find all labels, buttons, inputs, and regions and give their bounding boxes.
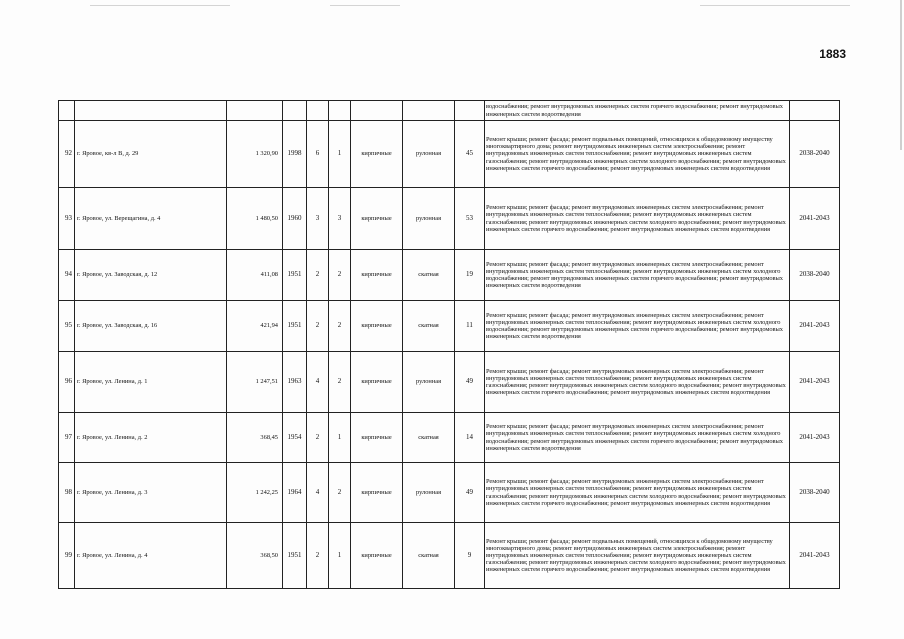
year-cell: 1963 [283,352,307,413]
year-cell: 1960 [283,188,307,250]
row-index: 93 [59,188,75,250]
housing-register-table [58,100,840,589]
entrances-cell: 3 [329,188,351,250]
table-row [59,352,840,413]
address-cell: г. Яровое, ул. Ленина, д. 1 [75,352,227,413]
period-cell: 2041-2043 [790,413,840,463]
period-cell: 2041-2043 [790,301,840,352]
area-cell: 1 320,90 [227,121,283,188]
table-row [59,301,840,352]
residents-cell: 11 [455,301,485,352]
floors-cell: 2 [307,250,329,301]
address-cell: г. Яровое, кв-л В, д. 29 [75,121,227,188]
entrances-cell: 2 [329,250,351,301]
roof-type-cell: рулонная [403,463,455,523]
roof-type-cell: скатная [403,301,455,352]
year-cell: 1951 [283,250,307,301]
period-cell: 2041-2043 [790,523,840,589]
table-row [59,413,840,463]
roof-type-cell: рулонная [403,188,455,250]
cell-empty [351,101,403,121]
floors-cell: 2 [307,523,329,589]
table-row [59,250,840,301]
floors-cell: 2 [307,301,329,352]
scan-noise [330,5,400,6]
table-row [59,523,840,589]
entrances-cell: 1 [329,121,351,188]
works-list-cell: Ремонт крыши; ремонт фасада; ремонт внутридомовых инженерных систем электроснабжения; ремонт внутридомовых инженерных систем теплоснабжения; ремонт внутридомовых инженерных систем холодного водоснабжения; ремонт внутридомовых инженерных систем горячего водоснабжения; ремонт внутридомовых инженерных систем водоотведения [485,413,790,463]
row-index: 95 [59,301,75,352]
works-list-cell: Ремонт крыши; ремонт фасада; ремонт внутридомовых инженерных систем электроснабжения; ремонт внутридомовых инженерных систем теплоснабжения; ремонт внутридомовых инженерных систем газоснабжения; ремонт внутридомовых инженерных систем холодного водоснабжения; ремонт внутридомовых инженерных систем горячего водоснабжения; ремонт внутридомовых инженерных систем водоотведения [485,352,790,413]
table-row [59,463,840,523]
wall-material-cell: кирпичные [351,523,403,589]
entrances-cell: 1 [329,523,351,589]
floors-cell: 6 [307,121,329,188]
scan-noise [90,5,230,6]
area-cell: 1 480,50 [227,188,283,250]
continuation-works-cell: водоснабжения; ремонт внутридомовых инженерных систем горячего водоснабжения; ремонт внутридомовых инженерных систем водоотведения [485,101,790,121]
cell-empty [403,101,455,121]
area-cell: 411,08 [227,250,283,301]
cell-empty [227,101,283,121]
residents-cell: 53 [455,188,485,250]
residents-cell: 19 [455,250,485,301]
area-cell: 368,50 [227,523,283,589]
row-index: 92 [59,121,75,188]
table-row [59,121,840,188]
roof-type-cell: скатная [403,250,455,301]
roof-type-cell: скатная [403,413,455,463]
cell-empty [59,101,75,121]
entrances-cell: 2 [329,301,351,352]
year-cell: 1964 [283,463,307,523]
year-cell: 1998 [283,121,307,188]
period-cell: 2038-2040 [790,121,840,188]
works-list-cell: Ремонт крыши; ремонт фасада; ремонт внутридомовых инженерных систем электроснабжения; ремонт внутридомовых инженерных систем теплоснабжения; ремонт внутридомовых инженерных систем холодного водоснабжения; ремонт внутридомовых инженерных систем горячего водоснабжения; ремонт внутридомовых инженерных систем водоотведения [485,301,790,352]
period-cell: 2038-2040 [790,463,840,523]
wall-material-cell: кирпичные [351,301,403,352]
works-list-cell: Ремонт крыши; ремонт фасада; ремонт подвальных помещений, относящихся к общедомовому имуществу многоквартирного дома; ремонт внутридомовых инженерных систем электроснабжения; ремонт внутридомовых инженерных систем теплоснабжения; ремонт внутридомовых инженерных систем газоснабжения; ремонт внутридомовых инженерных систем холодного водоснабжения; ремонт внутридомовых инженерных систем горячего водоснабжения; ремонт внутридомовых инженерных систем водоотведения [485,523,790,589]
address-cell: г. Яровое, ул. Заводская, д. 12 [75,250,227,301]
roof-type-cell: скатная [403,523,455,589]
continuation-row [59,101,840,121]
residents-cell: 14 [455,413,485,463]
works-list-cell: Ремонт крыши; ремонт фасада; ремонт внутридомовых инженерных систем электроснабжения; ремонт внутридомовых инженерных систем теплоснабжения; ремонт внутридомовых инженерных систем газоснабжения; ремонт внутридомовых инженерных систем холодного водоснабжения; ремонт внутридомовых инженерных систем горячего водоснабжения; ремонт внутридомовых инженерных систем водоотведения [485,188,790,250]
roof-type-cell: рулонная [403,121,455,188]
year-cell: 1951 [283,523,307,589]
wall-material-cell: кирпичные [351,413,403,463]
entrances-cell: 1 [329,413,351,463]
address-cell: г. Яровое, ул. Заводская, д. 16 [75,301,227,352]
address-cell: г. Яровое, ул. Верещагина, д. 4 [75,188,227,250]
cell-empty [455,101,485,121]
period-cell: 2041-2043 [790,352,840,413]
works-list-cell: Ремонт крыши; ремонт фасада; ремонт внутридомовых инженерных систем электроснабжения; ремонт внутридомовых инженерных систем теплоснабжения; ремонт внутридомовых инженерных систем холодного водоснабжения; ремонт внутридомовых инженерных систем горячего водоснабжения; ремонт внутридомовых инженерных систем водоотведения [485,250,790,301]
wall-material-cell: кирпичные [351,188,403,250]
residents-cell: 49 [455,352,485,413]
floors-cell: 3 [307,188,329,250]
table-row [59,188,840,250]
row-index: 99 [59,523,75,589]
residents-cell: 45 [455,121,485,188]
row-index: 97 [59,413,75,463]
works-list-cell: Ремонт крыши; ремонт фасада; ремонт внутридомовых инженерных систем электроснабжения; ремонт внутридомовых инженерных систем теплоснабжения; ремонт внутридомовых инженерных систем газоснабжения; ремонт внутридомовых инженерных систем холодного водоснабжения; ремонт внутридомовых инженерных систем горячего водоснабжения; ремонт внутридомовых инженерных систем водоотведения [485,463,790,523]
period-cell: 2041-2043 [790,188,840,250]
table-body [59,101,840,589]
floors-cell: 4 [307,352,329,413]
year-cell: 1954 [283,413,307,463]
wall-material-cell: кирпичные [351,352,403,413]
cell-empty [307,101,329,121]
residents-cell: 49 [455,463,485,523]
scan-noise [700,5,850,6]
entrances-cell: 2 [329,352,351,413]
entrances-cell: 2 [329,463,351,523]
works-list-cell: Ремонт крыши; ремонт фасада; ремонт подвальных помещений, относящихся к общедомовому имуществу многоквартирного дома; ремонт внутридомовых инженерных систем электроснабжения; ремонт внутридомовых инженерных систем теплоснабжения; ремонт внутридомовых инженерных систем газоснабжения; ремонт внутридомовых инженерных систем холодного водоснабжения; ремонт внутридомовых инженерных систем горячего водоснабжения; ремонт внутридомовых инженерных систем водоотведения [485,121,790,188]
year-cell: 1951 [283,301,307,352]
address-cell: г. Яровое, ул. Ленина, д. 2 [75,413,227,463]
area-cell: 421,94 [227,301,283,352]
wall-material-cell: кирпичные [351,121,403,188]
cell-empty [790,101,840,121]
wall-material-cell: кирпичные [351,463,403,523]
cell-empty [329,101,351,121]
floors-cell: 2 [307,413,329,463]
address-cell: г. Яровое, ул. Ленина, д. 4 [75,523,227,589]
floors-cell: 4 [307,463,329,523]
period-cell: 2038-2040 [790,250,840,301]
address-cell: г. Яровое, ул. Ленина, д. 3 [75,463,227,523]
area-cell: 368,45 [227,413,283,463]
cell-empty [283,101,307,121]
page-number: 1883 [819,47,846,61]
wall-material-cell: кирпичные [351,250,403,301]
residents-cell: 9 [455,523,485,589]
row-index: 94 [59,250,75,301]
row-index: 96 [59,352,75,413]
row-index: 98 [59,463,75,523]
cell-empty [75,101,227,121]
area-cell: 1 242,25 [227,463,283,523]
area-cell: 1 247,51 [227,352,283,413]
scan-edge-artifact [900,0,902,150]
roof-type-cell: рулонная [403,352,455,413]
